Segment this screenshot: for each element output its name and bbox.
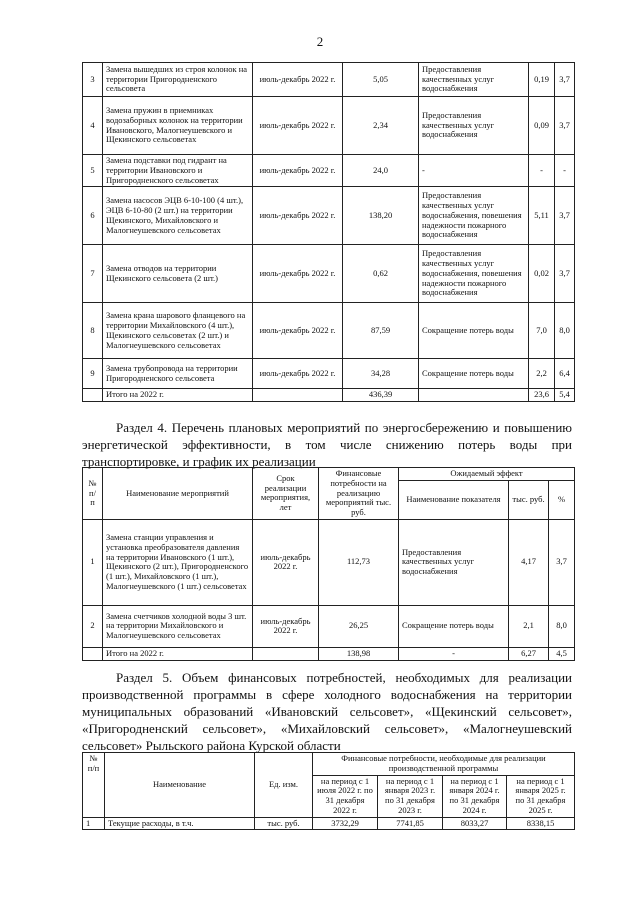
cell-amount: 138,20 — [343, 187, 419, 245]
cell-pct: 3,7 — [555, 63, 575, 97]
col-period-2023: на период с 1 января 2023 г. по 31 декабря 2023 г. — [378, 775, 443, 817]
table-row — [83, 245, 575, 303]
cell-pct: 6,4 — [555, 359, 575, 389]
cell-effect: - — [419, 155, 529, 187]
cell-name: Замена трубопровода на территории Пригородненского сельсовета — [103, 359, 253, 389]
cell-value: 2,2 — [529, 359, 555, 389]
finance-table — [82, 752, 575, 830]
col-name: Наименование — [105, 753, 255, 818]
table-row: 1 Замена станции управления и установка преобразователя давления на территории Ивановского (1 шт.), Щекинского (2 шт.), Пригородненского (1 шт.), Михайловского (1 шт.), Малогнеушевского (1 шт.) сельсоветах июль-декабрь 2022 г. 112,73 Предоставления качественных услуг водоснабжения 4,17 3,7 — [83, 519, 575, 605]
col-unit: Ед. изм. — [255, 753, 313, 818]
cell-effect: Сокращение потерь воды — [419, 359, 529, 389]
total-amount: 436,39 — [343, 389, 419, 402]
cell-period: июль-декабрь 2022 г. — [253, 245, 343, 303]
total-row — [83, 389, 575, 402]
cell-period: июль-декабрь 2022 г. — [253, 97, 343, 155]
cell-value: 0,02 — [529, 245, 555, 303]
cell-name: Замена пружин в приемниках водозаборных колонок на территории Ивановского, Малогнеушевского и Щекинского сельсоветах — [103, 97, 253, 155]
cell-amount: 34,28 — [343, 359, 419, 389]
cell-effect: Предоставления качественных услуг водоснабжения — [419, 63, 529, 97]
cell-n: 3 — [83, 63, 103, 97]
table-row — [83, 63, 575, 97]
cell-effect: Предоставления качественных услуг водоснабжения, повешения надежности пожарного водоснабжения — [419, 187, 529, 245]
cell-name: Замена насосов ЭЦВ 6-10-100 (4 шт.), ЭЦВ 6-10-80 (2 шт.) на территории Щекинского, Михайловского и Малогнеушевского сельсоветах — [103, 187, 253, 245]
col-pct: % — [549, 480, 575, 519]
total-label: Итого на 2022 г. — [103, 389, 253, 402]
cell-value: 7,0 — [529, 303, 555, 359]
cell-amount: 5,05 — [343, 63, 419, 97]
cell-value: 0,09 — [529, 97, 555, 155]
energy-saving-table — [82, 467, 575, 661]
table-row — [83, 97, 575, 155]
cell-effect: Сокращение потерь воды — [419, 303, 529, 359]
col-indicator: Наименование показателя — [399, 480, 509, 519]
cell-pct: 3,7 — [555, 187, 575, 245]
section-5-heading: Раздел 5. Объем финансовых потребностей, необходимых для реализации производственной программы в сфере холодного водоснабжения на территории муниципальных образований «Ивановский сельсовет», «Щекинский сельсовет», «Пригородненский сельсовет», «Михайловский сельсовет», «Малогнеушевский сельсовет» Рыльского района Курской области — [82, 670, 572, 753]
cell-period: июль-декабрь 2022 г. — [253, 359, 343, 389]
cell-period: июль-декабрь 2022 г. — [253, 187, 343, 245]
cell-pct: 3,7 — [555, 97, 575, 155]
cell-value: - — [529, 155, 555, 187]
cell-value: 0,19 — [529, 63, 555, 97]
cell-name: Замена крана шарового фланцевого на территории Михайловского (4 шт.), Щекинского сельсоветах (2 шт.) и Малогнеушевского сельсоветах — [103, 303, 253, 359]
cell-amount: 2,34 — [343, 97, 419, 155]
cell-n: 8 — [83, 303, 103, 359]
section-4-heading: Раздел 4. Перечень плановых мероприятий по энергосбережению и повышению энергетической эффективности, в том числе снижению потерь воды при транспортировке, и график их реализации — [82, 420, 572, 469]
col-finance: Финансовые потребности на реализацию мероприятий тыс. руб. — [319, 468, 399, 520]
cell-n: 9 — [83, 359, 103, 389]
measures-table-continued — [82, 62, 575, 402]
cell-amount: 87,59 — [343, 303, 419, 359]
cell-period: июль-декабрь 2022 г. — [253, 63, 343, 97]
table-row — [83, 187, 575, 245]
cell-value: 5,11 — [529, 187, 555, 245]
total-pct: 5,4 — [555, 389, 575, 402]
total-row: Итого на 2022 г. 138,98 - 6,27 4,5 — [83, 647, 575, 660]
cell-name: Замена отводов на территории Щекинского сельсовета (2 шт.) — [103, 245, 253, 303]
cell-period: июль-декабрь 2022 г. — [253, 303, 343, 359]
col-period-2025: на период с 1 января 2025 г. по 31 декабря 2025 г. — [507, 775, 575, 817]
cell-pct: - — [555, 155, 575, 187]
col-finance: Финансовые потребности, необходимые для реализации производственной программы — [313, 753, 575, 776]
table-row — [83, 303, 575, 359]
col-period-2022: на период с 1 июля 2022 г. по 31 декабря 2022 г. — [313, 775, 378, 817]
cell-effect: Предоставления качественных услуг водоснабжения — [419, 97, 529, 155]
page-number: 2 — [316, 34, 324, 49]
col-period-2024: на период с 1 января 2024 г. по 31 декабря 2024 г. — [443, 775, 507, 817]
col-effect: Ожидаемый эффект — [399, 468, 575, 481]
cell-amount: 0,62 — [343, 245, 419, 303]
cell-n: 6 — [83, 187, 103, 245]
col-n: № п/ п — [83, 468, 103, 520]
cell-n: 7 — [83, 245, 103, 303]
cell-period: июль-декабрь 2022 г. — [253, 155, 343, 187]
cell-amount: 24,0 — [343, 155, 419, 187]
cell-name: Замена вышедших из строя колонок на территории Пригородненского сельсовета — [103, 63, 253, 97]
cell-effect: Предоставления качественных услуг водоснабжения, повешения надежности пожарного водоснабжения — [419, 245, 529, 303]
col-rub: тыс. руб. — [509, 480, 549, 519]
table-row: 1 Текущие расходы, в т.ч. тыс. руб. 3732,29 7741,85 8033,27 8338,15 — [83, 817, 575, 830]
cell-name: Замена подставки под гидрант на территории Ивановского и Пригородненского сельсоветах — [103, 155, 253, 187]
table-row: 2 Замена счетчиков холодной воды 3 шт. на территории Михайловского и Малогнеушевского сельсоветах июль-декабрь 2022 г. 26,25 Сокращение потерь воды 2,1 8,0 — [83, 605, 575, 647]
cell-pct: 3,7 — [555, 245, 575, 303]
cell-pct: 8,0 — [555, 303, 575, 359]
cell-n: 4 — [83, 97, 103, 155]
col-n: № п/п — [83, 753, 105, 818]
total-value: 23,6 — [529, 389, 555, 402]
table-row — [83, 155, 575, 187]
table-row — [83, 359, 575, 389]
col-name: Наименование мероприятий — [103, 468, 253, 520]
cell-n: 5 — [83, 155, 103, 187]
col-period: Срок реализации мероприятия, лет — [253, 468, 319, 520]
